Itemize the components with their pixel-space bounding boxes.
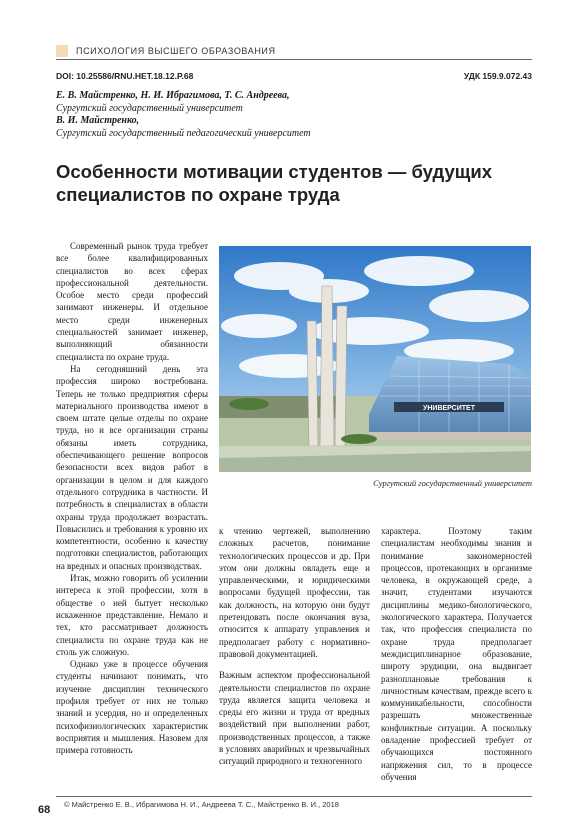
copyright-notice: © Майстренко Е. В., Ибрагимова Н. И., Андреева Т. С., Майстренко В. И., 2018: [64, 800, 339, 809]
text-column-left: [56, 240, 208, 756]
photo-caption: Сургутский государственный университет: [373, 478, 532, 488]
text-column-middle: [219, 516, 370, 777]
section-title: ПСИХОЛОГИЯ ВЫСШЕГО ОБРАЗОВАНИЯ: [76, 46, 276, 56]
udk-code: УДК 159.9.072.43: [463, 71, 532, 81]
text-column-right: [381, 516, 532, 792]
university-photo: [219, 246, 531, 472]
header-rule: [56, 59, 532, 60]
paragraph: Однако уже в процессе обучения студенты начинают понимать, что изучение дисциплин технического профиля требует от них не только знаний и усердия, но и определенных психофизиологических характеристик восприятия и мышления. Назовем для примера готовность: [56, 659, 208, 756]
author-block: [56, 90, 526, 140]
paragraph: Современный рынок труда требует все более квалифицированных специалистов во всех сферах профессиональной деятельности. Особое место среди профессий занимают инженеры. И отдельное место среди инженерных специальностей занимает инженер, выполняющий обязанности специалиста по охране труда.: [56, 241, 208, 362]
author-names: Е. В. Майстренко, Н. И. Ибрагимова, Т. С. Андреева,: [56, 90, 290, 101]
paragraph: Важным аспектом профессиональной деятельности специалистов по охране труда является защита человека и среды его жизни и труда от вредных воздействий при выполнении работ, производственных процессов, а также в условиях аварийных и чрезвычайных ситуаций природного и техногенного: [219, 670, 370, 767]
page-number: 68: [38, 804, 51, 816]
doi[interactable]: DOI: 10.25586/RNU.HET.18.12.P.68: [56, 71, 194, 81]
paragraph: На сегодняшний день эта профессия широко востребована. Теперь не только предприятия сферы материального производства имеют в своем штате целые отделы по охране труда, но и все организации страны обязаны иметь сотрудника, обеспечивающего решение вопросов безопасности всех видов работ в организации в целом и для каждого отдельного сотрудника в частности. И потребность в специалистах в области охраны труда продолжает возрастать. Повысились и требования к уровню их компетентности, особенно к качеству подготовки специалистов, работающих на вредных и опасных производствах.: [56, 363, 208, 571]
author-names: В. И. Майстренко,: [56, 115, 140, 126]
paragraph: характера. Поэтому таким специалистам необходимы знания и понимание закономерностей процессов, протекающих в организме человека, в окружающей среде, а значит, студентами изучаются дисциплины медико-биологического, экологического характера. Получается так, что профессия специалиста по охране труда предполагает междисциплинарное образование, широту эрудиции, она выдвигает разноплановые требования к личностным качествам, прежде всего к коммуникабельности, способности разрешать множественные конфликтные ситуации. А поскольку овладение профессией требует от обучающихся постоянного напряжения сил, то в процессе обучения: [381, 526, 532, 782]
running-header: [56, 44, 532, 58]
paragraph: к чтению чертежей, выполнению сложных расчетов, понимание технологических процессов и др. При этом они должны овладеть еще и управленческими, и юридическими вопросами будущей профессии, так как должность, на которую они будут претендовать после окончания вуза, относится к аппарату управления и предполагает работу с нормативно-правовой документацией.: [219, 526, 370, 659]
article-title: Особенности мотивации студентов — будущих специалистов по охране труда: [56, 161, 493, 205]
author-affiliation: Сургутский государственный университет: [56, 102, 243, 114]
author-affiliation: Сургутский государственный педагогический университет: [56, 127, 311, 139]
building-sign: УНИВЕРСИТЕТ: [423, 405, 475, 412]
paragraph: Итак, можно говорить об усилении интереса к этой профессии, хотя в обществе о ней бытует несколько искаженное представление. Немало и тех, кто рассматривает должность специалиста по охране труда как не столь уж сложную.: [56, 573, 208, 657]
header-marker: [56, 45, 68, 57]
footer-rule: [56, 796, 532, 797]
